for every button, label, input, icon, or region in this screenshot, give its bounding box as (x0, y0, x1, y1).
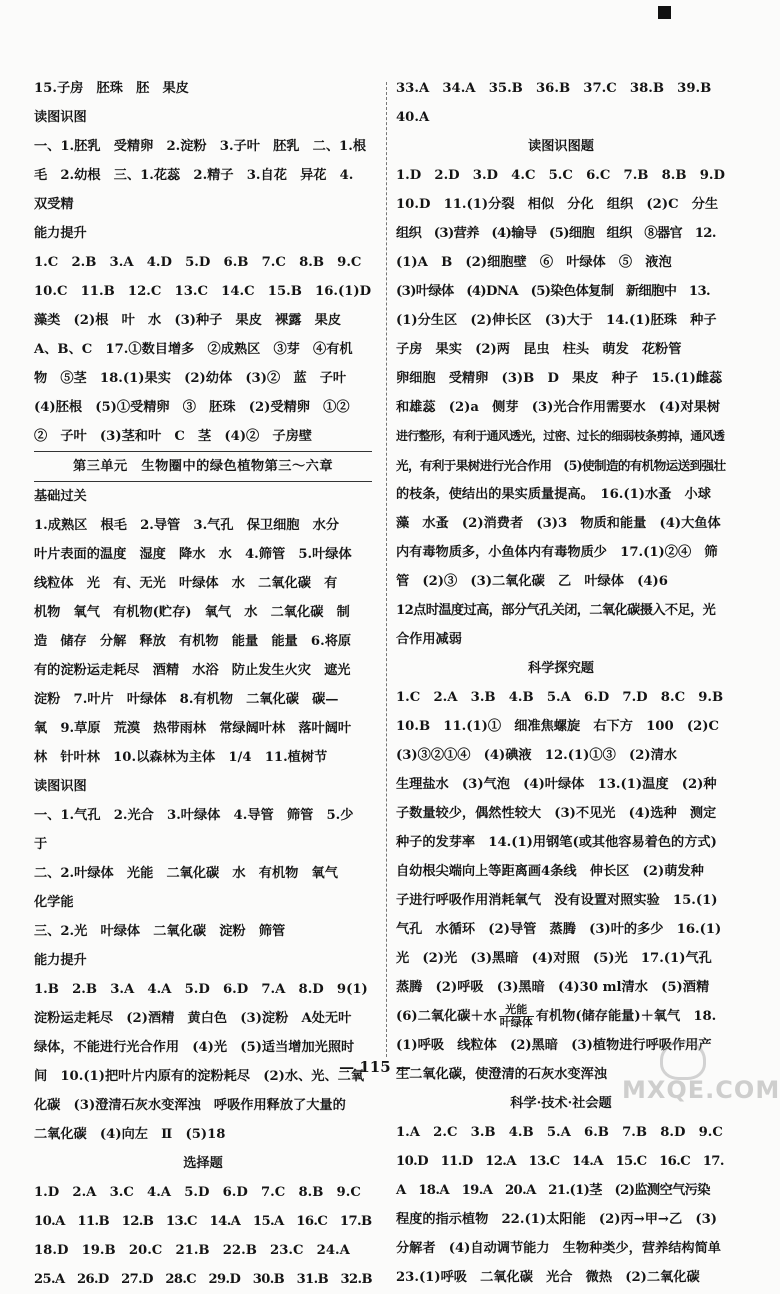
answer-line: 25.A 26.D 27.D 28.C 29.D 30.B 31.B 32.B (34, 1272, 372, 1287)
answer-line: 的枝条，使结出的果实质量提高。 16.(1)水蚤 小球 (396, 487, 711, 502)
answer-line: 1.C 2.A 3.B 4.B 5.A 6.D 7.D 8.C 9.B (396, 690, 724, 705)
answer-line: 10.D 11.(1)分裂 相似 分化 组织 (2)C 分生 (396, 197, 719, 212)
answer-line: 绿体，不能进行光合作用 (4)光 (5)适当增加光照时 (34, 1040, 355, 1055)
answer-line: 33.A 34.A 35.B 36.B 37.C 38.B 39.B (396, 81, 712, 96)
section-heading: 科学·技术·社会题 (510, 1096, 612, 1111)
answer-line: (3)③②①④ (4)碘液 12.(1)①③ (2)清水 (396, 748, 677, 763)
answer-line: 1.D 2.D 3.D 4.C 5.C 6.C 7.B 8.B 9.D (396, 168, 725, 183)
answer-line: 1.A 2.C 3.B 4.B 5.A 6.B 7.B 8.D 9.C (396, 1125, 723, 1140)
answer-line: 蒸腾 (2)呼吸 (3)黑暗 (4)30 ml清水 (5)酒精 (396, 980, 710, 995)
answer-line: 自幼根尖端向上等距离画4条线 伸长区 (2)萌发种 (396, 864, 704, 879)
answer-line: A、B、C 17.①数目增多 ②成熟区 ③芽 ④有机 (34, 342, 353, 357)
answer-line: (1)呼吸 线粒体 (2)黑暗 (3)植物进行呼吸作用产 (396, 1038, 712, 1053)
left-column (34, 74, 372, 1294)
answer-line: 二、2.叶绿体 光能 二氧化碳 水 有机物 氧气 (34, 866, 338, 881)
answer-line: 1.D 2.A 3.C 4.A 5.D 6.D 7.C 8.B 9.C (34, 1185, 361, 1200)
answer-line: 一、1.气孔 2.光合 3.叶绿体 4.导管 筛管 5.少 (34, 808, 354, 823)
answer-line: 藻 水蚤 (2)消费者 (3)3 物质和能量 (4)大鱼体 (396, 516, 721, 531)
section-heading: 能力提升 (34, 953, 87, 968)
right-column (396, 74, 726, 1292)
answer-line: 10.D 11.D 12.A 13.C 14.A 15.C 16.C 17. (396, 1154, 724, 1169)
section-heading: 读图识图题 (528, 139, 594, 154)
answer-line: 生二氧化碳，使澄清的石灰水变浑浊 (396, 1067, 607, 1082)
formula-before: (6)二氧化碳＋水 (396, 1009, 497, 1024)
answer-line: 线粒体 光 有、无光 叶绿体 水 二氧化碳 有 (34, 576, 338, 591)
answer-line: 和雄蕊 (2)a 侧芽 (3)光合作用需要水 (4)对果树 (396, 400, 721, 415)
section-heading: 能力提升 (34, 226, 87, 241)
answer-line: 子进行呼吸作用消耗氧气 没有设置对照实验 15.(1) (396, 893, 718, 908)
answer-line: 40.A (396, 110, 430, 125)
answer-line: 管 (2)③ (3)二氧化碳 乙 叶绿体 (4)6 (396, 574, 668, 589)
answer-line: 组织 (3)营养 (4)输导 (5)细胞 组织 ⑧器官 12. (396, 226, 716, 241)
answer-line: 毛 2.幼根 三、1.花蕊 2.精子 3.自花 异花 4. (34, 168, 354, 183)
answer-line: 化学能 (34, 895, 74, 910)
answer-line: 1.成熟区 根毛 2.导管 3.气孔 保卫细胞 水分 (34, 518, 340, 533)
answer-line: 程度的指示植物 22.(1)太阳能 (2)丙→甲→乙 (3) (396, 1212, 718, 1227)
answer-line: 12点时温度过高，部分气孔关闭，二氧化碳摄入不足，光 (396, 603, 716, 618)
watermark-logo-icon (660, 1040, 706, 1080)
reaction-condition (499, 1004, 534, 1029)
answer-line: 叶片表面的温度 湿度 降水 水 4.筛管 5.叶绿体 (34, 547, 352, 562)
formula-condition-bottom: 叶绿体 (499, 1016, 533, 1029)
answer-line: (3)叶绿体 (4)DNA (5)染色体复制 新细胞中 13. (396, 284, 711, 299)
answer-line: 一、1.胚乳 受精卵 2.淀粉 3.子叶 胚乳 二、1.根 (34, 139, 367, 154)
answer-line: 卵细胞 受精卵 (3)B D 果皮 种子 15.(1)雌蕊 (396, 371, 723, 386)
answer-line: 双受精 (34, 197, 74, 212)
answer-line: 1.C 2.B 3.A 4.D 5.D 6.B 7.C 8.B 9.C (34, 255, 362, 270)
answer-line: 合作用减弱 (396, 632, 462, 647)
answer-line: 1.B 2.B 3.A 4.A 5.D 6.D 7.A 8.D 9(1) (34, 982, 368, 997)
answer-line: 气孔 水循环 (2)导管 蒸腾 (3)叶的多少 16.(1) (396, 922, 722, 937)
answer-line: 10.B 11.(1)① 细准焦螺旋 右下方 100 (2)C (396, 719, 719, 734)
answer-line-formula (396, 1002, 726, 1031)
answer-line: 进行整形，有利于通风透光，过密、过长的细弱枝条剪掉，通风透 (396, 429, 725, 443)
answer-line: (1)分生区 (2)伸长区 (3)大于 14.(1)胚珠 种子 (396, 313, 717, 328)
answer-line: 于 (34, 837, 48, 852)
section-heading: 选择题 (183, 1156, 223, 1171)
answer-line: 有的淀粉运走耗尽 酒精 水浴 防止发生火灾 遮光 (34, 663, 351, 678)
answer-line: 氧 9.草原 荒漠 热带雨林 常绿阔叶林 落叶阔叶 (34, 721, 352, 736)
formula-condition-top: 光能 (499, 1004, 534, 1017)
answer-line: 间 10.(1)把叶片内原有的淀粉耗尽 (2)水、光、二氧 (34, 1069, 365, 1084)
answer-line: 10.A 11.B 12.B 13.C 14.A 15.A 16.C 17.B (34, 1214, 372, 1229)
section-heading: 基础过关 (34, 489, 87, 504)
page-number: — 115 — (339, 1058, 411, 1076)
answer-line: 18.D 19.B 20.C 21.B 22.B 23.C 24.A (34, 1243, 350, 1258)
answer-line: 10.C 11.B 12.C 13.C 14.C 15.B 16.(1)D (34, 284, 372, 299)
answer-line: 子房 果实 (2)两 昆虫 柱头 萌发 花粉管 (396, 342, 682, 357)
answer-line: 光 (2)光 (3)黑暗 (4)对照 (5)光 17.(1)气孔 (396, 951, 712, 966)
section-heading: 读图识图 (34, 110, 87, 125)
answer-line: 15.子房 胚珠 胚 果皮 (34, 81, 189, 96)
answer-line: 三、2.光 叶绿体 二氧化碳 淀粉 筛管 (34, 924, 286, 939)
answer-line: (4)胚根 (5)①受精卵 ③ 胚珠 (2)受精卵 ①② (34, 400, 350, 415)
section-heading: 科学探究题 (528, 661, 594, 676)
answer-line: 生理盐水 (3)气泡 (4)叶绿体 13.(1)温度 (2)种 (396, 777, 717, 792)
answer-line: 藻类 (2)根 叶 水 (3)种子 果皮 裸露 果皮 (34, 313, 342, 328)
answer-line: (1)A B (2)细胞壁 ⑥ 叶绿体 ⑤ 液泡 (396, 255, 672, 270)
answer-line: 淀粉运走耗尽 (2)酒精 黄白色 (3)淀粉 A处无叶 (34, 1011, 352, 1026)
answer-line: 化碳 (3)澄清石灰水变浑浊 呼吸作用释放了大量的 (34, 1098, 346, 1113)
answer-line: 造 储存 分解 释放 有机物 能量 能量 6.将原 (34, 634, 352, 649)
answer-line: 林 针叶林 10.以森林为主体 1/4 11.植树节 (34, 750, 328, 765)
answer-line: 淀粉 7.叶片 叶绿体 8.有机物 二氧化碳 碳— (34, 692, 339, 707)
answer-line: 23.(1)呼吸 二氧化碳 光合 微热 (2)二氧化碳 (396, 1270, 700, 1285)
answer-line: 二氧化碳 (4)向左 Ⅱ (5)18 (34, 1127, 226, 1142)
section-heading: 读图识图 (34, 779, 87, 794)
answer-line: 种子的发芽率 14.(1)用钢笔(或其他容易着色的方式) (396, 835, 717, 850)
answer-line: 子数量较少，偶然性较大 (3)不见光 (4)选种 测定 (396, 806, 717, 821)
answer-line: 分解者 (4)自动调节能力 生物种类少，营养结构简单 (396, 1241, 721, 1256)
corner-marker (658, 6, 671, 19)
answer-line: 内有毒物质多，小鱼体内有毒物质少 17.(1)②④ 筛 (396, 545, 718, 560)
answer-line: 光，有利于果树进行光合作用 (5)使制造的有机物运送到强壮 (396, 458, 726, 473)
answer-line: 物 ⑤茎 18.(1)果实 (2)幼体 (3)② 蓝 子叶 (34, 371, 347, 386)
unit-title: 第三单元 生物圈中的绿色植物第三～六章 (72, 459, 334, 474)
column-divider (386, 82, 387, 1057)
answer-line: A 18.A 19.A 20.A 21.(1)茎 (2)监测空气污染 (396, 1183, 710, 1198)
formula-after: 有机物(储存能量)＋氧气 18. (535, 1009, 717, 1024)
answer-line: 机物 氧气 有机物(贮存) 氧气 水 二氧化碳 制 (34, 605, 350, 620)
answer-line: ② 子叶 (3)茎和叶 C 茎 (4)② 子房壁 (34, 429, 312, 444)
watermark: MXQE.COM (622, 1076, 780, 1104)
